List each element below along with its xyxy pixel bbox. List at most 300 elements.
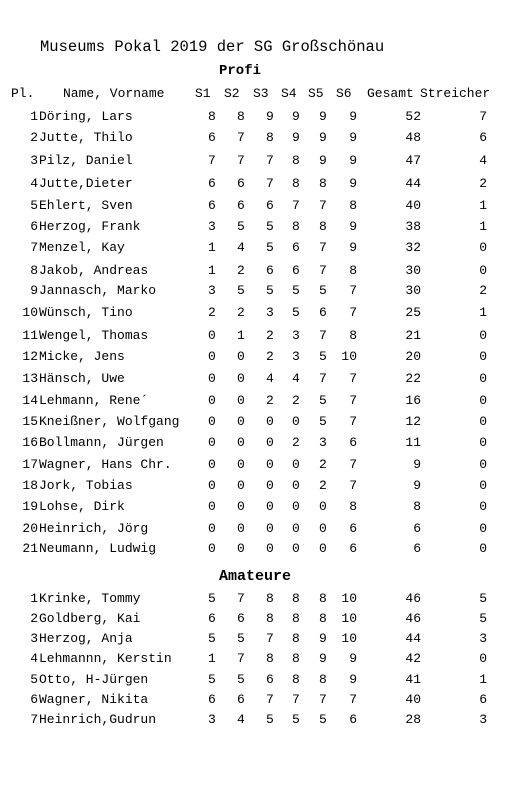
cell-s6: 8 — [349, 328, 357, 343]
cell-s5: 7 — [319, 328, 327, 343]
cell-s5: 7 — [319, 240, 327, 255]
cell-gesamt: 11 — [405, 435, 421, 450]
cell-streicher: 1 — [479, 305, 487, 320]
cell-s1: 0 — [208, 435, 216, 450]
cell-s6: 10 — [341, 349, 357, 364]
cell-s6: 7 — [349, 457, 357, 472]
cell-gesamt: 42 — [405, 651, 421, 666]
cell-s3: 5 — [266, 283, 274, 298]
cell-s2: 0 — [237, 457, 245, 472]
cell-pl: 17 — [22, 457, 38, 472]
cell-s3: 7 — [266, 631, 274, 646]
cell-s4: 8 — [292, 153, 300, 168]
cell-gesamt: 30 — [405, 263, 421, 278]
cell-s5: 6 — [319, 305, 327, 320]
cell-s6: 8 — [349, 198, 357, 213]
cell-s6: 8 — [349, 499, 357, 514]
cell-pl: 16 — [22, 435, 38, 450]
cell-pl: 9 — [30, 283, 38, 298]
cell-gesamt: 9 — [413, 457, 421, 472]
cell-s1: 0 — [208, 328, 216, 343]
cell-pl: 7 — [30, 712, 38, 727]
cell-s5: 9 — [319, 651, 327, 666]
cell-name: Kneißner, Wolfgang — [39, 414, 180, 429]
cell-gesamt: 44 — [405, 631, 421, 646]
cell-s5: 8 — [319, 611, 327, 626]
header-name: Name, Vorname — [63, 86, 165, 101]
cell-pl: 11 — [22, 328, 38, 343]
cell-gesamt: 25 — [405, 305, 421, 320]
cell-s2: 5 — [237, 631, 245, 646]
cell-streicher: 2 — [479, 283, 487, 298]
cell-gesamt: 41 — [405, 672, 421, 687]
table-row — [0, 328, 515, 346]
cell-streicher: 0 — [479, 541, 487, 556]
cell-gesamt: 16 — [405, 393, 421, 408]
cell-s1: 0 — [208, 371, 216, 386]
cell-s3: 0 — [266, 457, 274, 472]
cell-pl: 10 — [22, 305, 38, 320]
cell-streicher: 0 — [479, 393, 487, 408]
cell-name: Wünsch, Tino — [39, 305, 133, 320]
cell-streicher: 0 — [479, 240, 487, 255]
cell-s4: 8 — [292, 219, 300, 234]
cell-s2: 2 — [237, 305, 245, 320]
cell-s4: 8 — [292, 631, 300, 646]
cell-s4: 0 — [292, 478, 300, 493]
cell-s4: 9 — [292, 109, 300, 124]
cell-s1: 2 — [208, 305, 216, 320]
cell-s5: 5 — [319, 712, 327, 727]
cell-streicher: 1 — [479, 672, 487, 687]
cell-name: Lehmann, Rene´ — [39, 393, 149, 408]
table-row — [0, 521, 515, 539]
cell-streicher: 6 — [479, 130, 487, 145]
cell-streicher: 6 — [479, 692, 487, 707]
header-s2: S2 — [224, 86, 240, 101]
cell-s1: 6 — [208, 198, 216, 213]
cell-s2: 0 — [237, 414, 245, 429]
cell-s4: 0 — [292, 499, 300, 514]
cell-s5: 9 — [319, 130, 327, 145]
cell-gesamt: 6 — [413, 541, 421, 556]
cell-s4: 5 — [292, 712, 300, 727]
cell-s4: 7 — [292, 692, 300, 707]
cell-s1: 3 — [208, 283, 216, 298]
cell-s1: 6 — [208, 692, 216, 707]
cell-streicher: 5 — [479, 591, 487, 606]
cell-s1: 0 — [208, 393, 216, 408]
table-row — [0, 263, 515, 281]
cell-s1: 6 — [208, 611, 216, 626]
cell-s6: 9 — [349, 109, 357, 124]
cell-s2: 5 — [237, 283, 245, 298]
cell-pl: 20 — [22, 521, 38, 536]
cell-s6: 6 — [349, 435, 357, 450]
cell-name: Goldberg, Kai — [39, 611, 141, 626]
cell-pl: 18 — [22, 478, 38, 493]
cell-pl: 1 — [30, 591, 38, 606]
cell-gesamt: 48 — [405, 130, 421, 145]
cell-s4: 0 — [292, 414, 300, 429]
table-row — [0, 457, 515, 475]
cell-pl: 5 — [30, 198, 38, 213]
cell-name: Jork, Tobias — [39, 478, 133, 493]
cell-s3: 0 — [266, 541, 274, 556]
cell-s2: 0 — [237, 371, 245, 386]
header-s3: S3 — [253, 86, 269, 101]
cell-pl: 4 — [30, 651, 38, 666]
cell-name: Jakob, Andreas — [39, 263, 149, 278]
table-row — [0, 109, 515, 127]
cell-s2: 0 — [237, 393, 245, 408]
table-row — [0, 591, 515, 609]
cell-s2: 7 — [237, 591, 245, 606]
cell-s4: 2 — [292, 393, 300, 408]
cell-s4: 6 — [292, 240, 300, 255]
cell-s1: 1 — [208, 263, 216, 278]
cell-s3: 0 — [266, 435, 274, 450]
cell-s6: 8 — [349, 263, 357, 278]
cell-gesamt: 28 — [405, 712, 421, 727]
cell-name: Herzog, Frank — [39, 219, 141, 234]
cell-pl: 2 — [30, 130, 38, 145]
header-streicher: Streicher — [420, 86, 491, 101]
cell-streicher: 0 — [479, 328, 487, 343]
cell-streicher: 3 — [479, 631, 487, 646]
cell-pl: 5 — [30, 672, 38, 687]
cell-s3: 5 — [266, 712, 274, 727]
cell-s1: 1 — [208, 240, 216, 255]
cell-s2: 6 — [237, 692, 245, 707]
cell-s4: 0 — [292, 541, 300, 556]
cell-s6: 9 — [349, 240, 357, 255]
cell-gesamt: 9 — [413, 478, 421, 493]
cell-s3: 7 — [266, 153, 274, 168]
cell-s5: 2 — [319, 478, 327, 493]
table-row — [0, 478, 515, 496]
cell-s4: 6 — [292, 263, 300, 278]
cell-s4: 8 — [292, 176, 300, 191]
table-row — [0, 611, 515, 629]
cell-gesamt: 32 — [405, 240, 421, 255]
cell-s3: 0 — [266, 414, 274, 429]
cell-name: Menzel, Kay — [39, 240, 125, 255]
cell-streicher: 0 — [479, 263, 487, 278]
cell-gesamt: 8 — [413, 499, 421, 514]
cell-s4: 4 — [292, 371, 300, 386]
cell-s5: 0 — [319, 499, 327, 514]
table-row — [0, 240, 515, 258]
cell-s4: 3 — [292, 349, 300, 364]
cell-s2: 0 — [237, 478, 245, 493]
cell-s2: 0 — [237, 541, 245, 556]
cell-name: Jannasch, Marko — [39, 283, 157, 298]
cell-s2: 0 — [237, 499, 245, 514]
cell-name: Heinrich,Gudrun — [39, 712, 157, 727]
cell-s1: 0 — [208, 414, 216, 429]
cell-streicher: 0 — [479, 521, 487, 536]
cell-s1: 6 — [208, 176, 216, 191]
cell-s5: 7 — [319, 198, 327, 213]
cell-s5: 8 — [319, 219, 327, 234]
cell-s1: 0 — [208, 349, 216, 364]
cell-s3: 6 — [266, 672, 274, 687]
cell-name: Heinrich, Jörg — [39, 521, 149, 536]
cell-s5: 9 — [319, 109, 327, 124]
cell-s1: 8 — [208, 109, 216, 124]
header-pl: Pl. — [11, 86, 35, 101]
cell-gesamt: 52 — [405, 109, 421, 124]
cell-streicher: 0 — [479, 499, 487, 514]
cell-streicher: 0 — [479, 349, 487, 364]
cell-s2: 8 — [237, 109, 245, 124]
cell-pl: 13 — [22, 371, 38, 386]
cell-name: Otto, H-Jürgen — [39, 672, 149, 687]
cell-s3: 7 — [266, 692, 274, 707]
cell-pl: 21 — [22, 541, 38, 556]
cell-gesamt: 46 — [405, 591, 421, 606]
cell-s4: 5 — [292, 283, 300, 298]
header-s5: S5 — [308, 86, 324, 101]
cell-streicher: 0 — [479, 651, 487, 666]
table-row — [0, 393, 515, 411]
cell-s3: 6 — [266, 263, 274, 278]
cell-s6: 10 — [341, 631, 357, 646]
cell-gesamt: 40 — [405, 692, 421, 707]
cell-gesamt: 20 — [405, 349, 421, 364]
cell-s4: 5 — [292, 305, 300, 320]
cell-s1: 0 — [208, 521, 216, 536]
cell-name: Wagner, Hans Chr. — [39, 457, 172, 472]
cell-gesamt: 38 — [405, 219, 421, 234]
cell-s3: 8 — [266, 611, 274, 626]
table-row — [0, 651, 515, 669]
cell-streicher: 7 — [479, 109, 487, 124]
cell-pl: 3 — [30, 153, 38, 168]
section-heading-profi: Profi — [219, 63, 262, 79]
header-s1: S1 — [195, 86, 211, 101]
cell-s3: 8 — [266, 651, 274, 666]
cell-s4: 0 — [292, 521, 300, 536]
cell-gesamt: 6 — [413, 521, 421, 536]
cell-s3: 0 — [266, 521, 274, 536]
cell-pl: 14 — [22, 393, 38, 408]
cell-gesamt: 46 — [405, 611, 421, 626]
cell-name: Wengel, Thomas — [39, 328, 149, 343]
cell-s5: 0 — [319, 521, 327, 536]
cell-s6: 7 — [349, 478, 357, 493]
cell-pl: 8 — [30, 263, 38, 278]
header-s6: S6 — [336, 86, 352, 101]
cell-s6: 9 — [349, 651, 357, 666]
cell-s3: 9 — [266, 109, 274, 124]
cell-gesamt: 22 — [405, 371, 421, 386]
cell-pl: 6 — [30, 692, 38, 707]
table-row — [0, 176, 515, 194]
section-heading-amateure: Amateure — [219, 568, 292, 585]
cell-s6: 7 — [349, 371, 357, 386]
cell-gesamt: 30 — [405, 283, 421, 298]
table-row — [0, 198, 515, 216]
cell-pl: 19 — [22, 499, 38, 514]
cell-s1: 0 — [208, 457, 216, 472]
cell-s3: 0 — [266, 499, 274, 514]
cell-s5: 3 — [319, 435, 327, 450]
cell-streicher: 0 — [479, 435, 487, 450]
cell-s4: 8 — [292, 651, 300, 666]
table-row — [0, 414, 515, 432]
cell-name: Herzog, Anja — [39, 631, 133, 646]
table-row — [0, 130, 515, 148]
cell-s6: 6 — [349, 541, 357, 556]
cell-s2: 7 — [237, 130, 245, 145]
cell-gesamt: 47 — [405, 153, 421, 168]
table-row — [0, 672, 515, 690]
cell-s5: 7 — [319, 692, 327, 707]
cell-s6: 9 — [349, 219, 357, 234]
cell-name: Wagner, Nikita — [39, 692, 149, 707]
cell-s5: 9 — [319, 631, 327, 646]
cell-s2: 6 — [237, 198, 245, 213]
cell-name: Krinke, Tommy — [39, 591, 141, 606]
cell-name: Pilz, Daniel — [39, 153, 133, 168]
header-gesamt: Gesamt — [367, 86, 414, 101]
cell-s6: 7 — [349, 692, 357, 707]
cell-s2: 0 — [237, 349, 245, 364]
cell-s5: 5 — [319, 393, 327, 408]
header-s4: S4 — [281, 86, 297, 101]
cell-s6: 7 — [349, 283, 357, 298]
cell-s3: 2 — [266, 349, 274, 364]
table-row — [0, 435, 515, 453]
cell-s6: 6 — [349, 712, 357, 727]
cell-gesamt: 21 — [405, 328, 421, 343]
cell-s1: 0 — [208, 478, 216, 493]
cell-s2: 7 — [237, 153, 245, 168]
cell-s3: 5 — [266, 240, 274, 255]
cell-s5: 8 — [319, 176, 327, 191]
cell-s6: 10 — [341, 591, 357, 606]
cell-pl: 6 — [30, 219, 38, 234]
cell-s3: 7 — [266, 176, 274, 191]
cell-s2: 6 — [237, 176, 245, 191]
cell-s1: 3 — [208, 712, 216, 727]
cell-s1: 5 — [208, 591, 216, 606]
cell-streicher: 0 — [479, 478, 487, 493]
cell-s5: 0 — [319, 541, 327, 556]
cell-s2: 0 — [237, 521, 245, 536]
cell-pl: 2 — [30, 611, 38, 626]
cell-pl: 12 — [22, 349, 38, 364]
cell-s3: 4 — [266, 371, 274, 386]
cell-streicher: 1 — [479, 198, 487, 213]
cell-s3: 2 — [266, 328, 274, 343]
cell-s4: 8 — [292, 591, 300, 606]
cell-s3: 3 — [266, 305, 274, 320]
cell-s6: 10 — [341, 611, 357, 626]
table-row — [0, 283, 515, 301]
cell-streicher: 0 — [479, 457, 487, 472]
table-row — [0, 153, 515, 171]
cell-pl: 4 — [30, 176, 38, 191]
cell-s3: 2 — [266, 393, 274, 408]
cell-s5: 5 — [319, 414, 327, 429]
cell-s3: 5 — [266, 219, 274, 234]
cell-streicher: 5 — [479, 611, 487, 626]
cell-gesamt: 12 — [405, 414, 421, 429]
cell-name: Lehmannn, Kerstin — [39, 651, 172, 666]
cell-name: Ehlert, Sven — [39, 198, 133, 213]
cell-s1: 1 — [208, 651, 216, 666]
cell-name: Hänsch, Uwe — [39, 371, 125, 386]
cell-s6: 9 — [349, 176, 357, 191]
cell-s4: 9 — [292, 130, 300, 145]
table-row — [0, 305, 515, 323]
cell-s5: 5 — [319, 349, 327, 364]
cell-s1: 3 — [208, 219, 216, 234]
table-row — [0, 541, 515, 559]
table-row — [0, 499, 515, 517]
cell-s3: 0 — [266, 478, 274, 493]
cell-name: Bollmann, Jürgen — [39, 435, 164, 450]
cell-s4: 8 — [292, 611, 300, 626]
cell-s4: 3 — [292, 328, 300, 343]
cell-s2: 4 — [237, 712, 245, 727]
cell-s6: 9 — [349, 130, 357, 145]
table-row — [0, 631, 515, 649]
cell-s5: 7 — [319, 263, 327, 278]
cell-name: Jutte,Dieter — [39, 176, 133, 191]
cell-s2: 5 — [237, 672, 245, 687]
cell-s2: 2 — [237, 263, 245, 278]
cell-s2: 6 — [237, 611, 245, 626]
cell-pl: 7 — [30, 240, 38, 255]
page-title: Museums Pokal 2019 der SG Großschönau — [40, 38, 385, 56]
cell-s1: 6 — [208, 130, 216, 145]
cell-s5: 5 — [319, 283, 327, 298]
cell-streicher: 4 — [479, 153, 487, 168]
cell-s6: 6 — [349, 521, 357, 536]
cell-gesamt: 44 — [405, 176, 421, 191]
cell-s4: 7 — [292, 198, 300, 213]
table-row — [0, 219, 515, 237]
cell-name: Döring, Lars — [39, 109, 133, 124]
table-row — [0, 692, 515, 710]
cell-pl: 3 — [30, 631, 38, 646]
cell-s6: 7 — [349, 305, 357, 320]
table-row — [0, 349, 515, 367]
cell-streicher: 0 — [479, 371, 487, 386]
cell-s5: 7 — [319, 371, 327, 386]
cell-name: Micke, Jens — [39, 349, 125, 364]
cell-s1: 0 — [208, 541, 216, 556]
cell-s2: 4 — [237, 240, 245, 255]
cell-s4: 2 — [292, 435, 300, 450]
cell-s5: 8 — [319, 591, 327, 606]
cell-streicher: 2 — [479, 176, 487, 191]
cell-s1: 0 — [208, 499, 216, 514]
table-row — [0, 371, 515, 389]
cell-s4: 8 — [292, 672, 300, 687]
table-row — [0, 712, 515, 730]
cell-streicher: 0 — [479, 414, 487, 429]
cell-name: Jutte, Thilo — [39, 130, 133, 145]
cell-s4: 0 — [292, 457, 300, 472]
cell-s6: 9 — [349, 153, 357, 168]
cell-pl: 1 — [30, 109, 38, 124]
cell-s1: 7 — [208, 153, 216, 168]
